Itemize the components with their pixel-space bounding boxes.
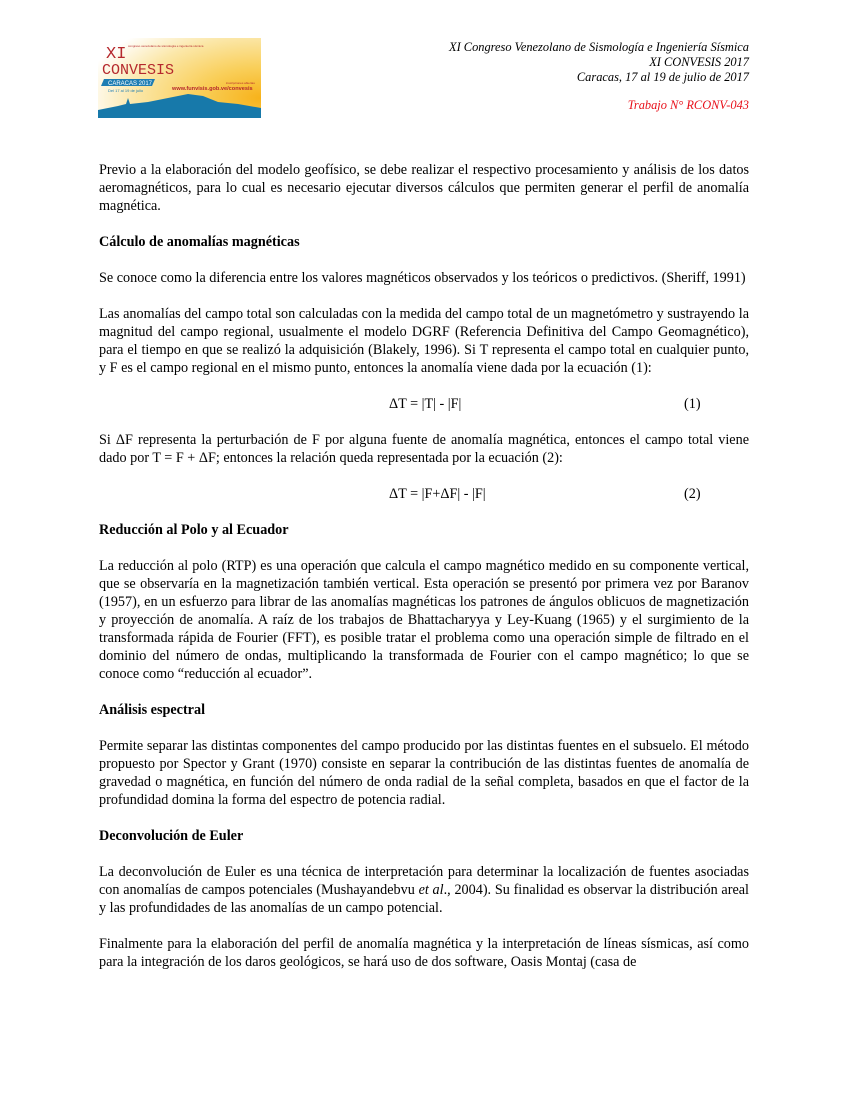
paragraph: Si ΔF representa la perturbación de F por alguna fuente de anomalía magnética, entonces el campo total viene dado por T = F + ΔF; entonces la relación queda representada por la ecuación (2):	[99, 432, 749, 466]
text-segment: La deconvolución de Euler es una técnica de interpretación para determinar la localización de fuentes asociadas con anomalías de campos potenciales (Mushayandebvu	[99, 864, 749, 898]
logo-xi: XI	[106, 45, 127, 64]
logo-url: www.funvisis.gob.ve/convesis	[172, 86, 253, 92]
logo-city: CARACAS 2017	[108, 81, 153, 87]
convesis-logo	[98, 38, 261, 118]
section-heading-anomalias: Cálculo de anomalías magnéticas	[99, 234, 300, 250]
paragraph: La reducción al polo (RTP) es una operación que calcula el campo magnético medido en su componente vertical, que se observaría en la magnetización también vertical. Esta operación se presentó por primera vez por Baranov (1957), en un esfuerzo para librar de las anomalías magnéticas los patrones de ángulos oblicuos de magnetización y proyección de anomalía. A raíz de los trabajos de Bhattacharyya y Ley-Kuang (1965) y el surgimiento de la transformada rápida de Fourier (FFT), es posible tratar el problema como una operación simple de filtrado en el dominio del número de ondas, multiplicando la transformada de Fourier con el campo magnético; lo que se conoce como “reducción al ecuador”.	[99, 558, 749, 682]
intro-paragraph: Previo a la elaboración del modelo geofísico, se debe realizar el respectivo procesamiento y análisis de los datos aeromagnéticos, para lo cual es necesario ejecutar diversos cálculos que permiten generar el perfil de anomalía magnética.	[99, 162, 749, 214]
paragraph: Las anomalías del campo total son calculadas con la medida del campo total de un magnetómetro y sustrayendo la magnitud del campo regional, usualmente el modelo DGRF (Referencia Definitiva del Campo Geomagnético), para el tiempo en que se realizó la adquisición (Blakely, 1996). Si T representa el campo total en cualquier punto, y F es el campo regional en el mismo punto, entonces la anomalía viene dada por la ecuación (1):	[99, 306, 749, 376]
equation-number: (2)	[684, 486, 701, 502]
text-segment: ., 2004). Su finalidad es observar la distribución areal y las profundidades de las anomalías de un campo potencial.	[99, 882, 749, 916]
conference-location-date: Caracas, 17 al 19 de julio de 2017	[576, 70, 749, 84]
conference-short: XI CONVESIS 2017	[649, 55, 749, 69]
equation-1	[99, 395, 749, 413]
equation-expression: ΔT = |T| - |F|	[389, 396, 462, 412]
logo-graphic	[98, 38, 261, 118]
section-heading-analisis: Análisis espectral	[99, 702, 206, 718]
italic-et-al: et al	[418, 882, 444, 898]
logo-subtitle: congreso venezolano de sismología e ingeniería sísmica	[128, 44, 204, 48]
equation-2	[99, 485, 749, 503]
logo-registration: inscripciones abiertas	[226, 81, 255, 85]
section-heading-euler: Deconvolución de Euler	[99, 828, 244, 844]
equation-number: (1)	[684, 396, 701, 412]
paper-id: Trabajo N° RCONV-043	[627, 98, 749, 112]
conference-name: XI Congreso Venezolano de Sismología e Ingeniería Sísmica	[449, 40, 749, 54]
paragraph: Se conoce como la diferencia entre los valores magnéticos observados y los teóricos o predictivos. (Sheriff, 1991)	[99, 270, 746, 286]
logo-dates: Del 17 al 19 de julio	[108, 88, 144, 93]
logo-convesis: CONVESIS	[102, 62, 175, 79]
document-body	[99, 161, 749, 989]
paragraph: Permite separar las distintas componentes del campo producido por las distintas fuentes en el subsuelo. El método propuesto por Spector y Grant (1970) consiste en separar la contribución de las distintas fuentes de anomalía de gravedad o magnética, en función del número de onda radial de la señal completa, basados en que el factor de la profundidad domina la forma del espectro de potencia radial.	[99, 738, 749, 808]
section-heading-reduccion: Reducción al Polo y al Ecuador	[99, 522, 289, 538]
paragraph-final: Finalmente para la elaboración del perfil de anomalía magnética y la interpretación de líneas sísmicas, así como para la integración de los daros geológicos, se hará uso de dos software, Oasis Montaj (casa de	[99, 936, 749, 970]
conference-header	[449, 40, 749, 113]
paragraph-euler	[99, 863, 749, 917]
equation-expression: ΔT = |F+ΔF| - |F|	[389, 486, 486, 502]
